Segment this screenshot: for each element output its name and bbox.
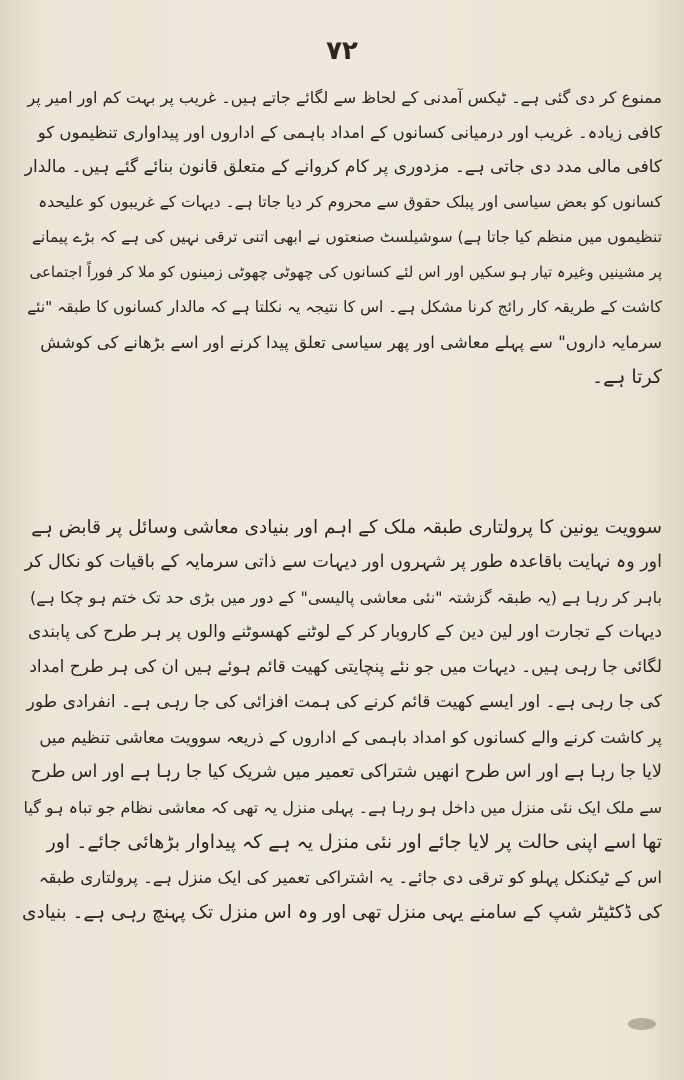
text-line: کسانوں کو بعض سیاسی اور پبلک حقوق سے محروم کر دیا جاتا ہے۔ دیہات کے غریبوں کو علیحدہ [38, 193, 662, 211]
text-line: لگائی جا رہی ہیں۔ دیہات میں جو نئے پنچایتی کھیت قائم ہوئے ہیں ان کی ہر طرح امداد [29, 657, 662, 677]
text-line: دیہات کے تجارت اور لین دین کے کاروبار کر کے لوٹنے کھسوٹنے والوں پر ہر طرح کی پابندی [28, 622, 662, 642]
text-line: کافی مالی مدد دی جاتی ہے۔ مزدوری پر کام کروانے کے متعلق قانون بنائے گئے ہیں۔ مالدار [24, 157, 662, 177]
text-line: کرتا ہے۔ [591, 366, 662, 388]
text-line: کی جا رہی ہے۔ اور ایسے کھیت قائم کرنے کی ہمت افزائی کی جا رہی ہے۔ انفرادی طور [26, 692, 662, 712]
ink-stain [628, 1018, 656, 1030]
page-number: ۷۲ [326, 36, 358, 66]
text-line: سے ملک ایک نئی منزل میں داخل ہو رہا ہے۔ پہلی منزل یہ تھی کہ معاشی نظام جو تباہ ہو گیا [23, 798, 662, 817]
text-line: تنظیموں میں منظم کیا جاتا ہے) سوشیلسٹ صنعتوں نے ابھی اتنی ترقی نہیں کی ہے کہ بڑے پیمانے [31, 228, 662, 246]
text-line: پر مشینیں وغیرہ تیار ہو سکیں اور اس لئے کسانوں کی چھوٹی چھوٹی زمینوں کو ملا کر فوراً اجتماعی [29, 263, 662, 281]
text-line: باہر کر رہا ہے (یہ طبقہ گزشتہ "نئی معاشی پالیسی" کے دور میں بڑی حد تک ختم ہو چکا ہے) [30, 588, 662, 607]
text-line: کاشت کے طریقہ کار رائج کرنا مشکل ہے۔ اس کا نتیجہ یہ نکلتا ہے کہ مالدار کسانوں کا طبقہ "نئے [27, 298, 662, 316]
text-line: ممنوع کر دی گئی ہے۔ ٹیکس آمدنی کے لحاظ سے لگائے جاتے ہیں۔ غریب پر بہت کم اور امیر پر [27, 88, 662, 107]
text-line: پر کاشت کرنے والے کسانوں کو امداد باہمی کے اداروں کے ذریعہ سوویت معاشی تنظیم میں [39, 728, 662, 747]
paragraph-2 [22, 510, 662, 930]
text-line: اور وہ نہایت باقاعدہ طور پر شہروں اور دیہات سے ذاتی سرمایہ کے باقیات کو نکال کر [24, 552, 662, 572]
text-line: اس کے ٹیکنکل پہلو کو ترقی دی جائے۔ یہ اشتراکی تعمیر کی ایک منزل ہے۔ پرولتاری طبقہ [38, 868, 662, 887]
text-line: تھا اسے اپنی حالت پر لایا جائے اور نئی منزل یہ ہے کہ پیداوار بڑھائی جائے۔ اور [46, 831, 662, 853]
paragraph-1 [22, 80, 662, 395]
text-line: لایا جا رہا ہے اور اس طرح انھیں شتراکی تعمیر میں شریک کیا جا رہا ہے اور اس طرح [30, 762, 662, 782]
text-line: کافی زیادہ۔ غریب اور درمیانی کسانوں کے امداد باہمی کے اداروں اور پیداواری تنظیموں کو [37, 123, 662, 142]
text-line: سوویت یونین کا پرولتاری طبقہ ملک کے اہم اور بنیادی معاشی وسائل پر قابض ہے [31, 517, 662, 538]
text-line: کی ڈکٹیٹر شپ کے سامنے یہی منزل تھی اور وہ اس منزل تک پہنچ رہی ہے۔ بنیادی [22, 902, 662, 923]
text-line: سرمایہ داروں" سے پہلے معاشی اور پھر سیاسی تعلق پیدا کرنے اور اسے بڑھانے کی کوشش [40, 333, 662, 352]
